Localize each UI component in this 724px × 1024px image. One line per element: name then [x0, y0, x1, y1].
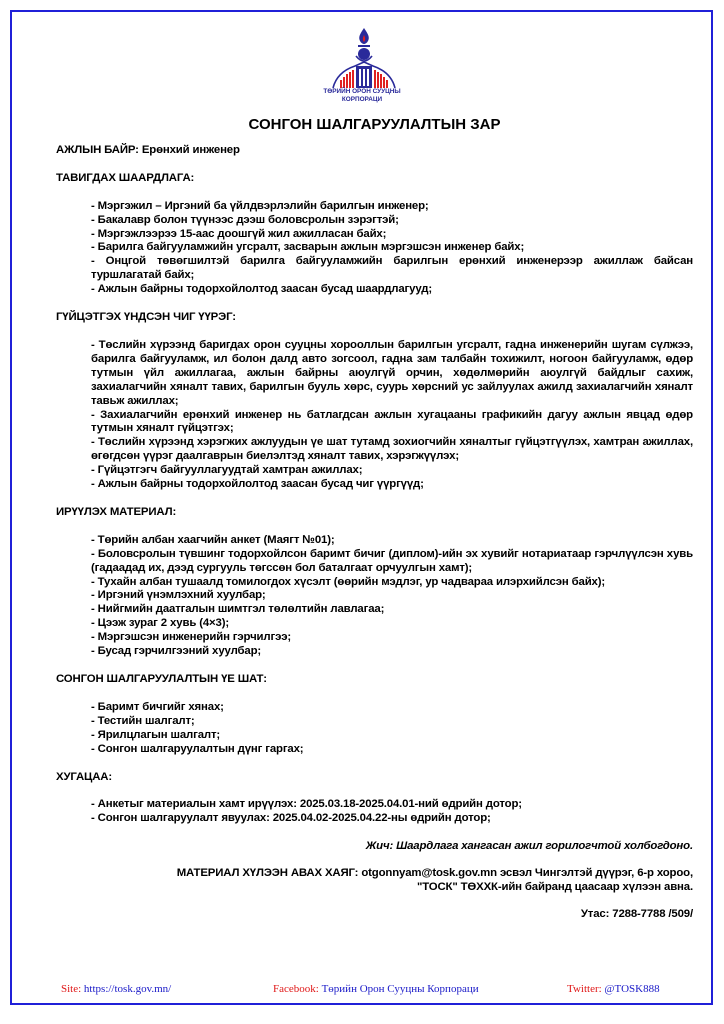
address-email[interactable]: otgonnyam@tosk.gov.mn	[361, 867, 497, 880]
page-title: СОНГОН ШАЛГАРУУЛАЛТЫН ЗАР	[248, 116, 501, 133]
address-rest: эсвэл Чингэлтэй дүүрэг, 6-р хороо,	[499, 867, 693, 880]
list-item: - Төрийн албан хаагчийн анкет (Маягт №01);	[91, 533, 335, 546]
phone: Утас: 7288-7788 /509/	[580, 907, 693, 920]
announcement-body	[56, 118, 693, 922]
deadline-list	[56, 798, 693, 826]
twitter-link[interactable]: @TOSK888	[604, 983, 660, 995]
duties-heading: ГҮЙЦЭТГЭХ ҮНДСЭН ЧИГ ҮҮРЭГ:	[56, 311, 236, 324]
list-item: - Боловсролын түвшинг тодорхойлсон баримт бичиг (диплом)-ийн эх хувийг нотариатаар гэрчлүүлсэн хувь (гадаадад их, дээд сургууль төгссөн бол баталгаат орчуулгын хамт);	[91, 547, 693, 574]
list-item: - Ажлын байрны тодорхойлолтод заасан бусад чиг үүргүүд;	[91, 478, 424, 491]
stages-list	[56, 701, 693, 757]
list-item: - Онцгой төвөгшилтэй барилга байгууламжийн барилгын ерөнхий инженерээр ажиллаж байсан туршлагатай байх;	[91, 255, 693, 282]
deadline-heading: ХУГАЦАА:	[56, 770, 113, 783]
footer-site[interactable]	[61, 983, 171, 995]
footer	[10, 983, 711, 999]
address-label: МАТЕРИАЛ ХҮЛЭЭН АВАХ ХАЯГ:	[176, 867, 359, 880]
list-item: - Сонгон шалгаруулалтын дүнг гаргах;	[91, 742, 304, 755]
site-link[interactable]: https://tosk.gov.mn/	[83, 983, 172, 995]
list-item: - Мэргэжлээрээ 15-аас доошгүй жил ажилласан байх;	[91, 227, 387, 240]
site-label: Site:	[61, 983, 82, 995]
stages-heading: СОНГОН ШАЛГАРУУЛАЛТЫН ҮЕ ШАТ:	[56, 673, 267, 685]
list-item: - Баримт бичгийг хянах;	[91, 700, 224, 713]
duties-list	[56, 339, 693, 492]
list-item: - Захиалагчийн ерөнхий инженер нь батлагдсан ажлын хугацааны графикийн дагуу ажлын явцад өдөр тутмын хяналт гүйцэтгэх;	[91, 408, 693, 435]
list-item: - Анкетыг материалын хамт ирүүлэх: 2025.03.18-2025.04.01-ний өдрийн дотор;	[91, 798, 522, 811]
list-item: - Төслийн хүрээнд хэрэгжих ажлуудын үе шат тутамд зохиогчийн хяналтыг гүйцэтгүүлэх, хамтран ажиллах, өгөгдсөн үүрэг даалгаврын биелэлтэд хяналт тавих, хэрэгжүүлэх;	[91, 436, 693, 463]
list-item: - Иргэний үнэмлэхний хуулбар;	[91, 589, 266, 602]
address-line-1	[56, 867, 693, 881]
materials-heading: ИРҮҮЛЭХ МАТЕРИАЛ:	[56, 505, 177, 518]
list-item: - Цээж зураг 2 хувь (4×3);	[91, 617, 229, 630]
logo-caption	[300, 88, 424, 104]
position-value: Ерөнхий инженер	[141, 143, 240, 156]
list-item: - Мэргэжил – Иргэний ба үйлдвэрлэлийн барилгын инженер;	[91, 199, 429, 212]
list-item: - Бусад гэрчилгээний хуулбар;	[91, 645, 262, 658]
list-item: - Тухайн албан тушаалд томилогдох хүсэлт (өөрийн мэдлэг, ур чадвараа илэрхийлсэн байх);	[91, 575, 606, 588]
list-item: - Сонгон шалгаруулалт явуулах: 2025.04.02-2025.04.22-ны өдрийн дотор;	[91, 812, 491, 825]
list-item: - Гүйцэтгэгч байгууллагуудтай хамтран ажиллах;	[91, 464, 363, 477]
list-item: - Төслийн хүрээнд баригдах орон сууцны хорооллын барилгын угсралт, гадна инженерийн шугам сүлжээ, барилга байгууламж, ил болон далд авто зогсоол, гадна зам талбайн тохижилт, ногоон байгууламж, өдөр тутмын үйл ажиллагаа, ажлын байрны аюулгүй орчин, хөдөлмөрийн аюулгүй байдлыг сахиж, захиалагчийн хяналт тавих, барилгын бууль хөрс, суурь хөрсний ус зайлуулах ажилд захиалагчийн хяналт тавьж ажиллах;	[91, 338, 693, 407]
footer-twitter[interactable]	[567, 983, 660, 995]
address-line-2: "ТОСК" ТӨХХК-ийн байранд цаасаар хүлээн авна.	[416, 881, 693, 894]
position-label: АЖЛЫН БАЙР:	[56, 143, 139, 156]
materials-list	[56, 534, 693, 659]
requirements-heading: ТАВИГДАХ ШААРДЛАГА:	[56, 171, 195, 184]
facebook-link[interactable]: Төрийн Орон Сууцны Корпораци	[321, 983, 479, 995]
list-item: - Мэргэшсэн инженерийн гэрчилгээ;	[91, 631, 291, 644]
position-line	[56, 144, 693, 158]
footer-facebook[interactable]	[273, 983, 479, 995]
list-item: - Нийгмийн даатгалын шимтгэл төлөлтийн лавлагаа;	[91, 603, 385, 616]
list-item: - Бакалавр болон түүнээс дээш боловсролын зэрэгтэй;	[91, 213, 399, 226]
list-item: - Ярилцлагын шалгалт;	[91, 728, 221, 741]
requirements-list	[56, 200, 693, 297]
list-item: - Тестийн шалгалт;	[91, 714, 195, 727]
logo-line-1: ТӨРИЙН ОРОН СУУЦНЫ	[323, 88, 401, 95]
logo-line-2: КОРПОРАЦИ	[341, 96, 383, 103]
note: Жич: Шаардлага хангасан ажил горилогчтой холбогдоно.	[365, 840, 693, 853]
facebook-label: Facebook:	[273, 983, 319, 995]
list-item: - Барилга байгууламжийн угсралт, засварын ажлын мэргэшсэн инженер байх;	[91, 241, 525, 254]
twitter-label: Twitter:	[567, 983, 602, 995]
list-item: - Ажлын байрны тодорхойлолтод заасан бусад шаардлагууд;	[91, 283, 432, 296]
